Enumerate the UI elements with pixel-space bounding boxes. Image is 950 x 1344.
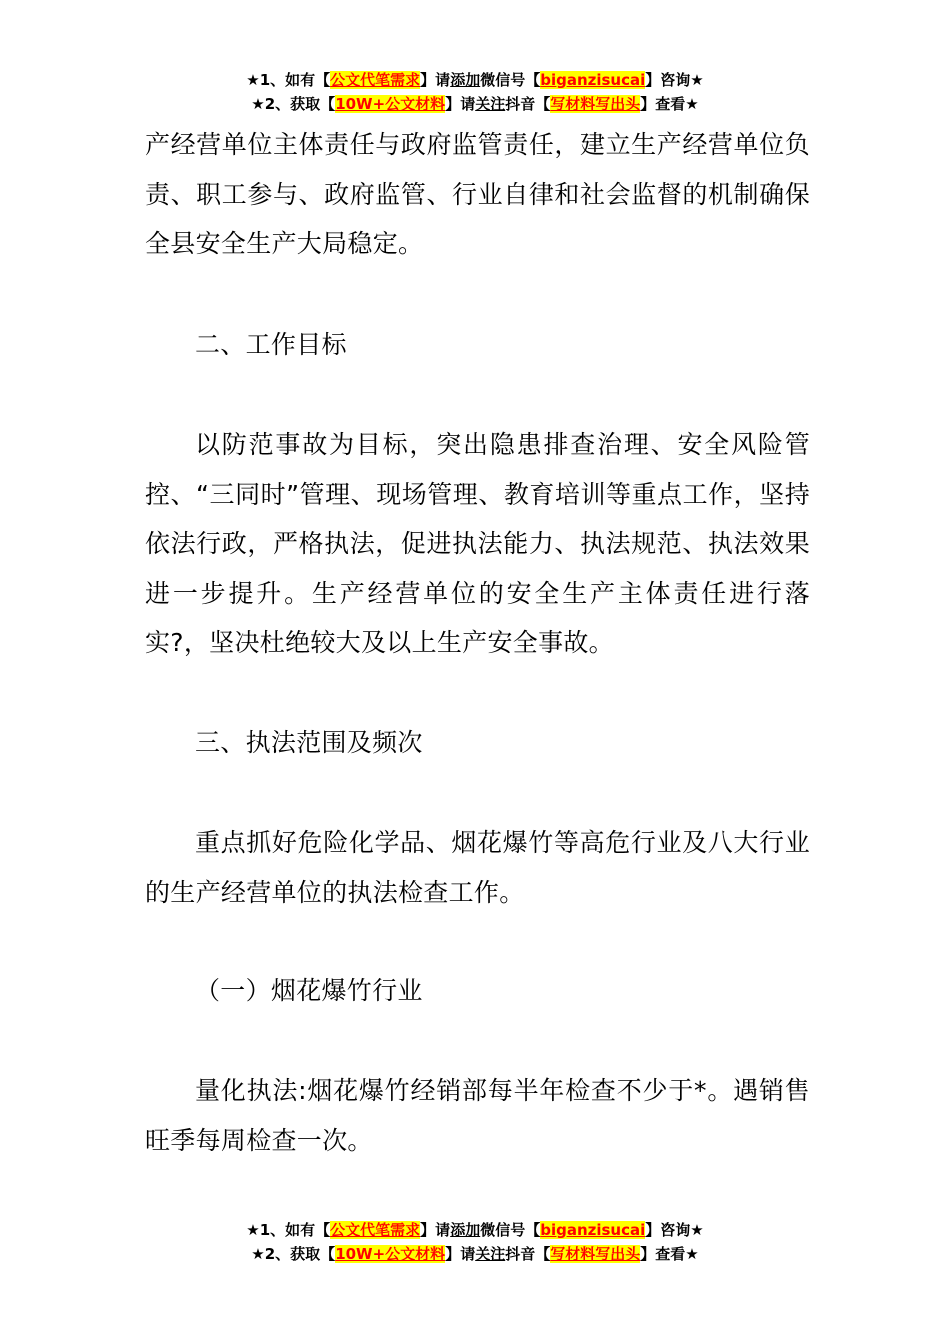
footer-banner [0,1218,950,1266]
header-banner [0,68,950,116]
heading-scope-frequency: 三、执法范围及频次 [195,728,423,757]
banner-line-2: ★2、获取【10W+公文材料】请关注抖音【写材料写出头】查看★ [251,1245,699,1263]
wechat-id-highlight: biganzisucai [540,71,646,89]
paragraph-continued: 产经营单位主体责任与政府监管责任，建立生产经营单位负责、职工参与、政府监管、行业自律和社会监督的机制确保全县安全生产大局稳定。 [145,130,810,258]
paragraph-goals: 以防范事故为目标，突出隐患排查治理、安全风险管控、“三同时”管理、现场管理、教育培训等重点工作，坚持依法行政，严格执法，促进执法能力、执法规范、执法效果进一步提升。生产经营单位的安全生产主体责任进行落实?，坚决杜绝较大及以上生产安全事故。 [145,430,810,657]
douyin-highlight: 写材料写出头 [550,95,641,113]
heading-work-goals: 二、工作目标 [195,330,347,359]
service-highlight: 公文代笔需求 [330,71,421,89]
douyin-highlight: 写材料写出头 [550,1245,641,1263]
heading-fireworks-industry: （一）烟花爆竹行业 [195,976,423,1005]
paragraph-fireworks: 量化执法:烟花爆竹经销部每半年检查不少于*。遇销售旺季每周检查一次。 [145,1076,810,1155]
service-highlight: 公文代笔需求 [330,1221,421,1239]
banner-line-1: ★1、如有【公文代笔需求】请添加微信号【biganzisucai】咨询★ [246,1221,704,1239]
paragraph-scope: 重点抓好危险化学品、烟花爆竹等高危行业及八大行业的生产经营单位的执法检查工作。 [145,828,810,907]
banner-line-2: ★2、获取【10W+公文材料】请关注抖音【写材料写出头】查看★ [251,95,699,113]
material-highlight: 10W+公文材料 [335,1245,446,1263]
banner-line-1: ★1、如有【公文代笔需求】请添加微信号【biganzisucai】咨询★ [246,71,704,89]
wechat-id-highlight: biganzisucai [540,1221,646,1239]
material-highlight: 10W+公文材料 [335,95,446,113]
